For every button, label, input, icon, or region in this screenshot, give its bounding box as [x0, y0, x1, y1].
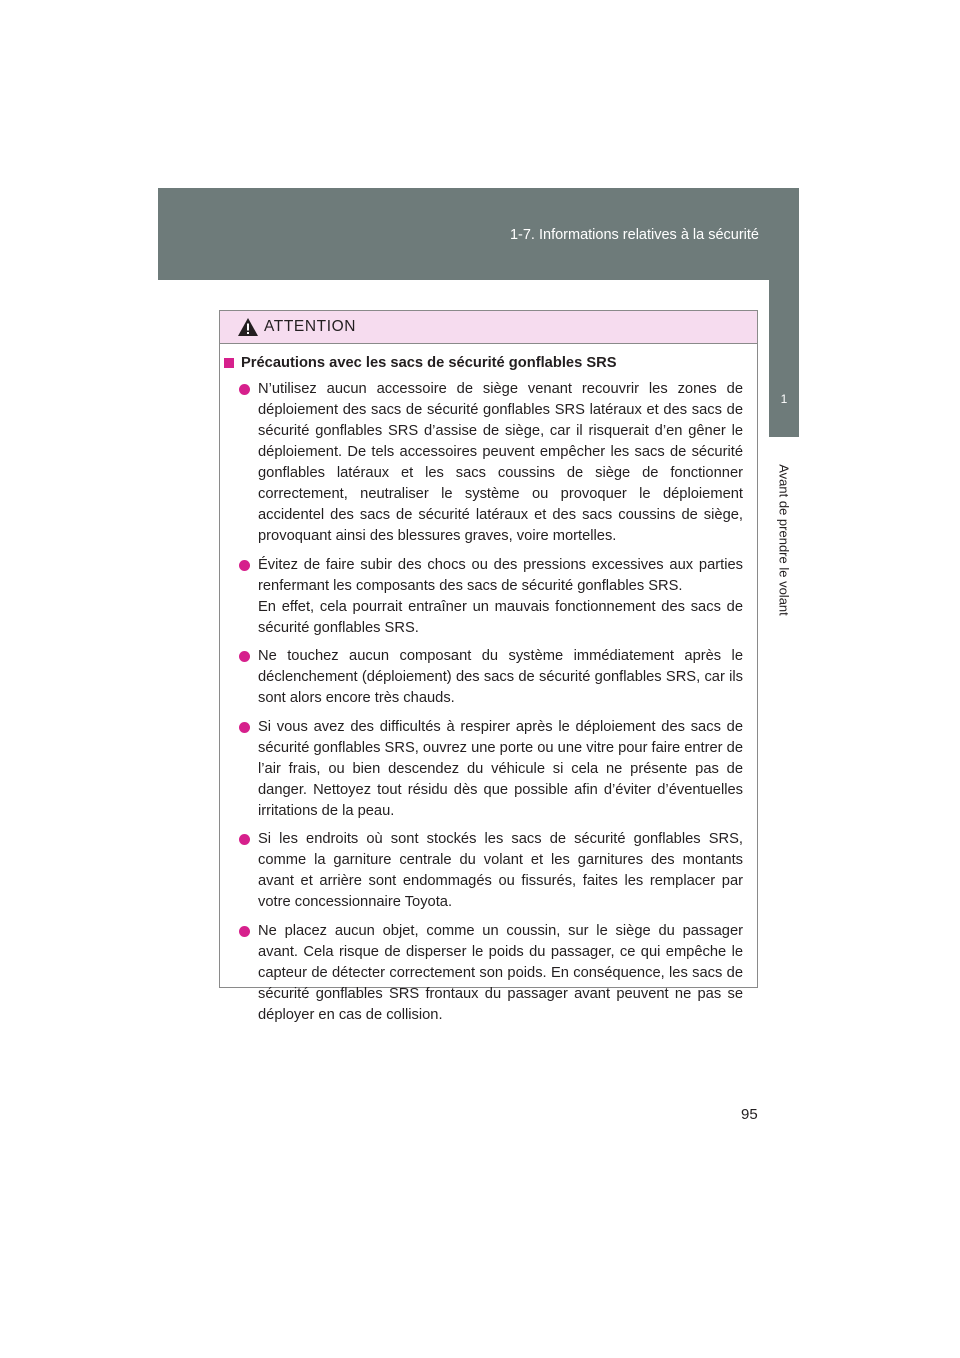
chapter-label: Avant de prendre le volant — [776, 464, 792, 616]
page-number: 95 — [741, 1106, 758, 1123]
caution-heading-text: Précautions avec les sacs de sécurité gonflables SRS — [241, 355, 617, 371]
round-bullet-icon — [239, 926, 250, 937]
caution-item-text: Si vous avez des difficultés à respirer après le déploiement des sacs de sécurité gonflables SRS, ouvrez une porte ou une vitre pour faire entrer de l’air frais, ou bien descendez du véhicule si cela ne présente pas de danger. Nettoyez tout résidu dès que possible afin d’éviter d’éventuelles irritations de la peau. — [258, 718, 743, 819]
caution-item — [224, 555, 743, 639]
caution-title: ATTENTION — [264, 318, 357, 335]
caution-body — [220, 344, 757, 1026]
caution-item-text: Si les endroits où sont stockés les sacs de sécurité gonflables SRS, comme la garniture centrale du volant et les garnitures des montants avant et arrière sont endommagés ou fissurés, faites les remplacer par votre concessionnaire Toyota. — [258, 831, 743, 910]
caution-item-text: Ne placez aucun objet, comme un coussin, sur le siège du passager avant. Cela risque de disperser le poids du passager, ce qui empêche le capteur de détecter correctement son poids. En conséquence, les sacs de sécurité gonflables SRS frontaux du passager avant peuvent ne pas se déployer en cas de collision. — [258, 922, 743, 1023]
caution-subheading — [224, 353, 743, 374]
round-bullet-icon — [239, 834, 250, 845]
caution-item — [224, 921, 743, 1026]
round-bullet-icon — [239, 560, 250, 571]
caution-box — [219, 310, 758, 1023]
caution-item-text: Évitez de faire subir des chocs ou des pressions excessives aux parties renfermant les composants des sacs de sécurité gonflables SRS. — [258, 556, 743, 594]
square-bullet-icon — [224, 358, 234, 368]
header-band — [158, 188, 799, 280]
caution-header — [220, 311, 757, 344]
round-bullet-icon — [239, 722, 250, 733]
caution-item — [224, 646, 743, 709]
caution-item-text: En effet, cela pourrait entraîner un mauvais fonctionnement des sacs de sécurité gonflables SRS. — [258, 598, 743, 636]
chapter-tab — [769, 280, 799, 437]
caution-item — [224, 379, 743, 547]
warning-triangle-icon — [237, 317, 259, 337]
caution-item-text: N’utilisez aucun accessoire de siège venant recouvrir les zones de déploiement des sacs de sécurité gonflables SRS latéraux et des sacs de sécurité gonflables SRS d’assise de siège, car il risquerait d’en gêner le déploiement. De tels accessoires peuvent empêcher les sacs de sécurité gonflables latéraux et les sacs coussins de siège de fonctionner correctement, neutraliser le système ou provoquer le déploiement accidentel des sacs de sécurité latéraux et des sacs coussins de siège, provoquant ainsi des blessures graves, voire mortelles. — [258, 381, 743, 544]
round-bullet-icon — [239, 384, 250, 395]
round-bullet-icon — [239, 651, 250, 662]
caution-item — [224, 829, 743, 913]
caution-item-text: Ne touchez aucun composant du système immédiatement après le déclenchement (déploiement) des sacs de sécurité gonflables SRS, car ils sont alors encore très chauds. — [258, 648, 743, 706]
section-title: 1-7. Informations relatives à la sécurité — [509, 227, 759, 243]
chapter-number: 1 — [780, 392, 788, 406]
caution-item — [224, 717, 743, 822]
